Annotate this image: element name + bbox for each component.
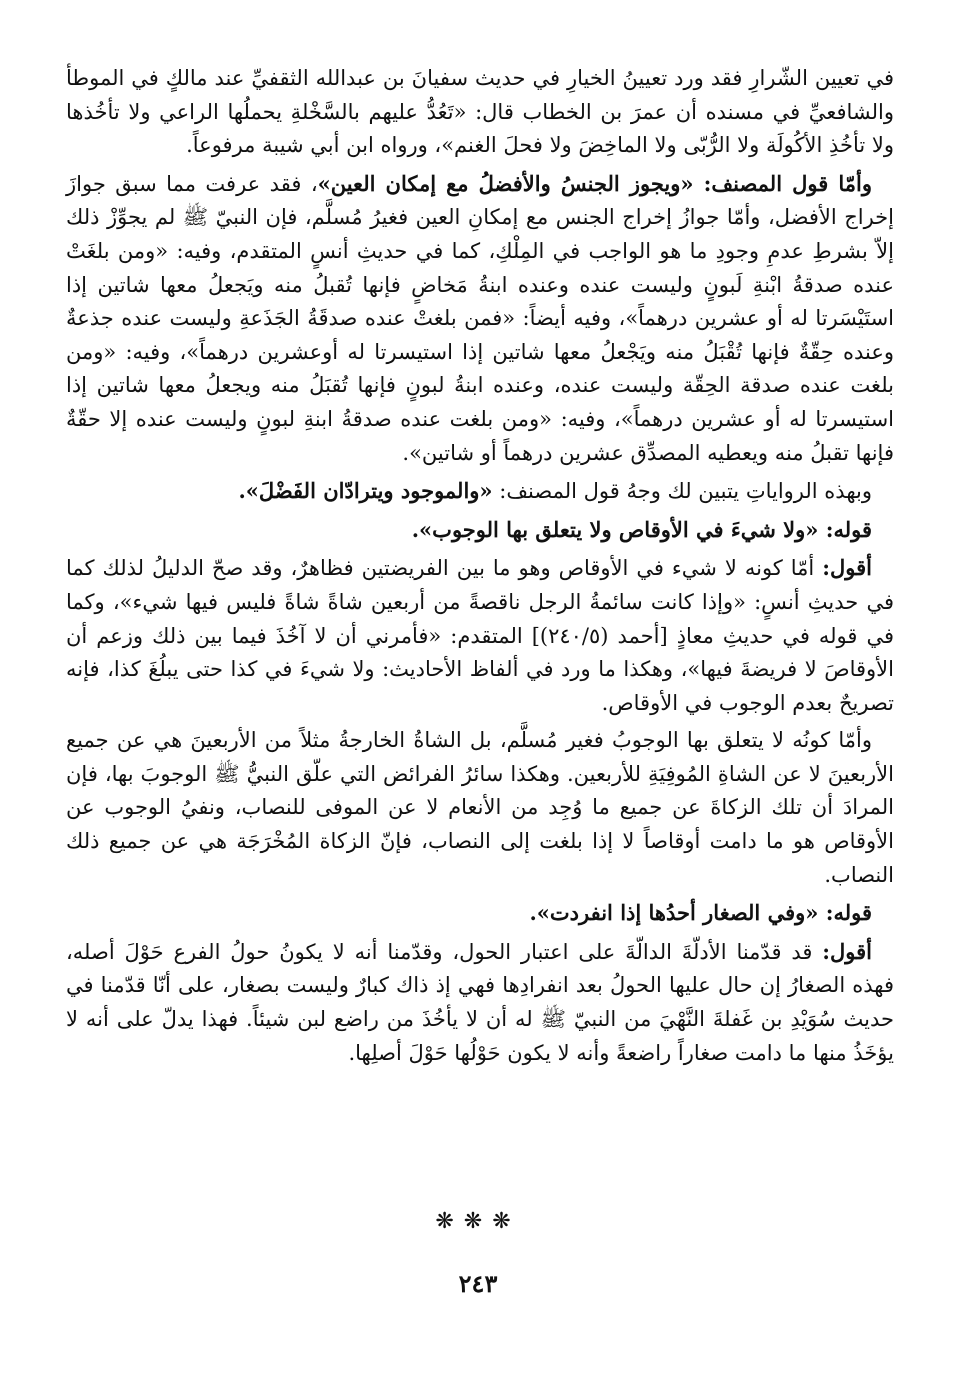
paragraph-3-text: وبهذه الرواياتِ يتبين لك وجهُ قول المصنف:	[492, 479, 872, 504]
paragraph-1: في تعيين الشّرارِ فقد ورد تعيينُ الخيارِ في حديث سفيانَ بن عبدالله الثقفيِّ عند مالكٍ في الموطأ والشافعيِّ في مسنده أن عمرَ بن الخطاب قال: «تَعُدُّ عليهم بالسَّخْلةِ يحملُها الراعي ولا تأخُذها ولا تأخُذِ الأكُولَة ولا الرُّبّى ولا الماخِضَ ولا فحلَ الغنم»، ورواه ابن أبي شيبة مرفوعاً.	[66, 66, 894, 158]
author-quote-inline: «والموجود ويترادّان الفَضْلَ».	[238, 478, 493, 504]
paragraph-5-text: أمّا كونه لا شيء في الأوقاص وهو ما بين الفريضتين فظاهرٌ، وقد صحّ الدليلُ لذلك كما في حديثِ أنسٍ: «وإذا كانت سائمةُ الرجل ناقصةً من أربعين شاةً شاةً فليس فيها شيء»، وكما في قوله في حديثِ معاذٍ [أحمد (٢٤٠/٥)] المتقدم: «فأمرني أن لا آخُذَ فيما بين ذلك وزعم أن الأوقاصَ لا فريضةَ فيها»، وهكذا ما ورد في ألفاظ الأحاديث: ولا شيءَ في كذا حتى يبلُغَ كذا، فإنه تصريحٌ بعدم الوجوب في الأوقاص.	[66, 556, 894, 715]
paragraph-7	[66, 896, 894, 931]
qawluhu-heading-2: قوله: «وفي الصغار أحدُها إذا انفردت».	[529, 900, 872, 926]
section-divider-stars: ❋❋❋	[435, 1209, 521, 1234]
paragraph-4	[66, 513, 894, 548]
qawluhu-heading-1: قوله: «ولا شيءَ في الأوقاص ولا يتعلق بها الوجوب».	[411, 516, 872, 542]
page-body	[66, 62, 894, 1070]
paragraph-5	[66, 551, 894, 720]
page-number: ٢٤٣	[458, 1269, 498, 1298]
paragraph-8	[66, 935, 894, 1070]
paragraph-8-text: قد قدّمنا الأدلّةَ الدالّةَ على اعتبار الحول، وقدّمنا أنه لا يكونُ حولُ الفرع حَوْلَ أصله، فهذه الصغارُ إن حال عليها الحولُ بعد انفرادِها فهي إذ ذاك كبارٌ وليست بصغار، على أنّا قدّمنا في حديث سُوَيْدِ بن غَفلةَ النَّهْيَ من النبيّ ﷺ له أن لا يأخُذَ من راضع لبن شيئاً. فهذا يدلّ على أنه لا يؤخَذُ منها ما دامت صغاراً راضعةً وأنه لا يكون حَوْلُها حَوْلَ أصلِها.	[66, 939, 894, 1065]
paragraph-3	[66, 474, 894, 509]
aqulu-label-2: أقول:	[822, 938, 872, 964]
paragraph-6: وأمّا كونُه لا يتعلق بها الوجوبُ فغير مُسلَّم، بل الشاةُ الخارجةُ مثلاً من الأربعينَ هي عن جميع الأربعينَ لا عن الشاةِ المُوفِيَةِ للأربعين. وهكذا سائرُ الفرائض التي علّق النبيُّ ﷺ الوجوبَ بها، فإن المرادَ أن تلك الزكاةَ عن جميع ما وُجِد من الأنعام لا عن الموفى للنصاب، ونفيُ الوجوب عن الأوقاص هو ما دامت أوقاصاً لا إذا بلغت إلى النصاب، فإنّ الزكاة المُخْرَجَة هي عن جميع ذلك النصاب.	[66, 728, 894, 887]
aqulu-label-1: أقول:	[822, 555, 872, 581]
paragraph-2	[66, 167, 894, 470]
paragraph-2-text: ، فقد عرفت مما سبق جوازَ إخراج الأفضل، وأمّا جوازُ إخراج الجنس مع إمكانِ العين فغيرُ مُسلَّم، فإن النبيّ ﷺ لم يجوِّزْ ذلك إلاّ بشرطِ عدمِ وجودِ ما هو الواجب في المِلْكِ، كما في حديثِ أنسٍ المتقدم، وفيه: «ومن بلغَتْ عنده صدقةُ ابْنةِ لَبونٍ وليست عنده وعنده ابنةُ مَخاضٍ فإنها تُقبلُ منه ويَجعلُ معها شاتين إذا استَيْسَرتا له أو عشرين درهماً»، وفيه أيضاً: «فمن بلغتْ عنده صدقَةُ الجَذَعةِ وليست عنده جذعةٌ وعنده حِقّةٌ فإنها تُقْبَلُ منه ويَجْعلُ معها شاتين إذا استيسرتا له أوعشرين درهماً»، وفيه: «ومن بلغت عنده صدقة الحِقّة وليست عنده، وعنده ابنةُ لبونٍ فإنها تُقبَلُ منه ويجعلُ معها شاتين إذا استيسرتا له أو عشرين درهماً»، وفيه: «ومن بلغت عنده صدقةُ ابنةِ لبونٍ وليست عنده إلا حقّةٌ فإنها تقبلُ منه ويعطيه المصدِّق عشرين درهماً أو شاتين».	[66, 171, 894, 465]
author-quote-heading: وأمّا قول المصنف: «ويجوز الجنسُ والأفضلُ مع إمكان العين»	[317, 170, 872, 196]
